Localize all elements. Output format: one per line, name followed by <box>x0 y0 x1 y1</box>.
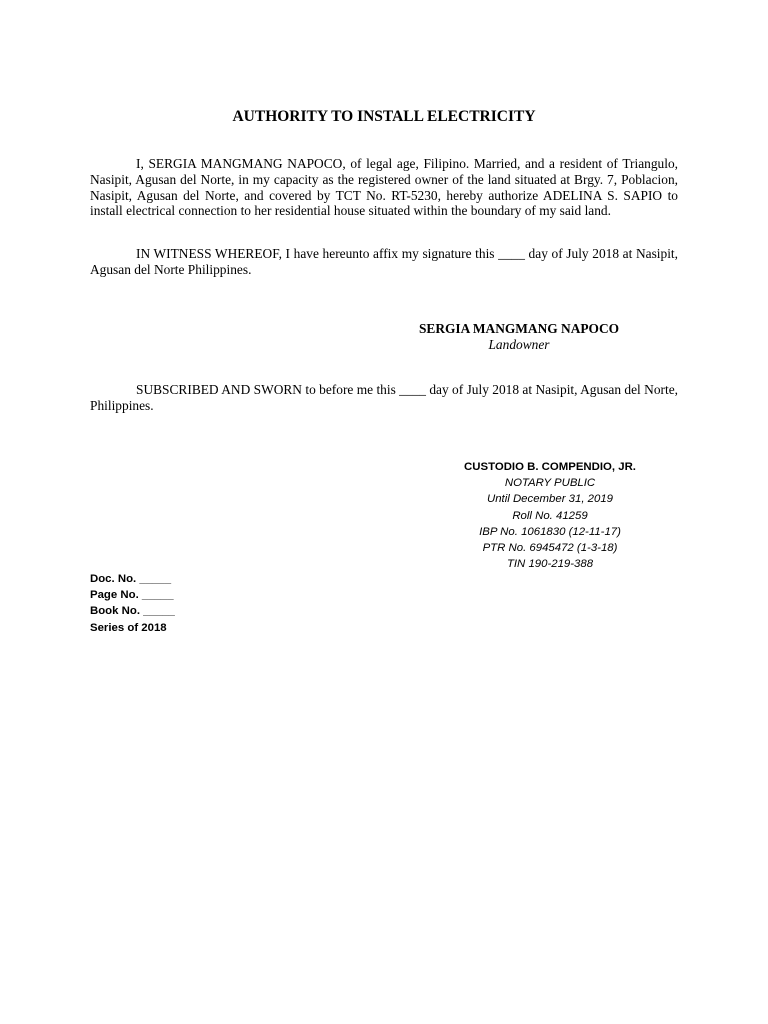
authorization-paragraph <box>90 156 678 219</box>
notary-ibp-number: IBP No. 1061830 (12-11-17) <box>479 525 621 538</box>
notarial-register-block <box>90 571 175 636</box>
authorization-text: I, SERGIA MANGMANG NAPOCO, of legal age, Filipino. Married, and a resident of Triangulo, Nasipit, Agusan del Norte, in my capacity as the registered owner of the land situated at Brgy. 7, Poblacion, Nasipit, Agusan del Norte, and covered by TCT No. RT-5230, hereby authorize ADELINA S. SAPIO to install electrical connection to her residential house situated within the boundary of my said land. <box>90 156 678 219</box>
book-number: Book No. _____ <box>90 605 175 618</box>
signatory-role: Landowner <box>488 337 550 352</box>
document-title: AUTHORITY TO INSTALL ELECTRICITY <box>232 108 536 125</box>
notary-name: CUSTODIO B. COMPENDIO, JR. <box>464 461 636 473</box>
notary-ptr-number: PTR No. 6945472 (1-3-18) <box>482 542 618 555</box>
jurat-text: SUBSCRIBED AND SWORN to before me this ____ day of July 2018 at Nasipit, Agusan del Norte, Philippines. <box>90 382 678 413</box>
witness-paragraph <box>90 246 678 278</box>
signature-block <box>380 321 658 353</box>
page-number: Page No. _____ <box>90 589 174 602</box>
witness-text: IN WITNESS WHEREOF, I have hereunto affix my signature this ____ day of July 2018 at Nasipit, Agusan del Norte Philippines. <box>90 246 678 277</box>
series-year: Series of 2018 <box>90 621 167 634</box>
notary-block <box>438 459 662 572</box>
doc-number: Doc. No. _____ <box>90 573 172 585</box>
signatory-name: SERGIA MANGMANG NAPOCO <box>418 321 620 336</box>
notary-commission-until: Until December 31, 2019 <box>487 493 613 506</box>
notary-title: NOTARY PUBLIC <box>504 477 596 490</box>
notary-tin: TIN 190-219-388 <box>506 558 594 571</box>
notary-roll-number: Roll No. 41259 <box>512 509 588 522</box>
jurat-paragraph <box>90 382 678 414</box>
